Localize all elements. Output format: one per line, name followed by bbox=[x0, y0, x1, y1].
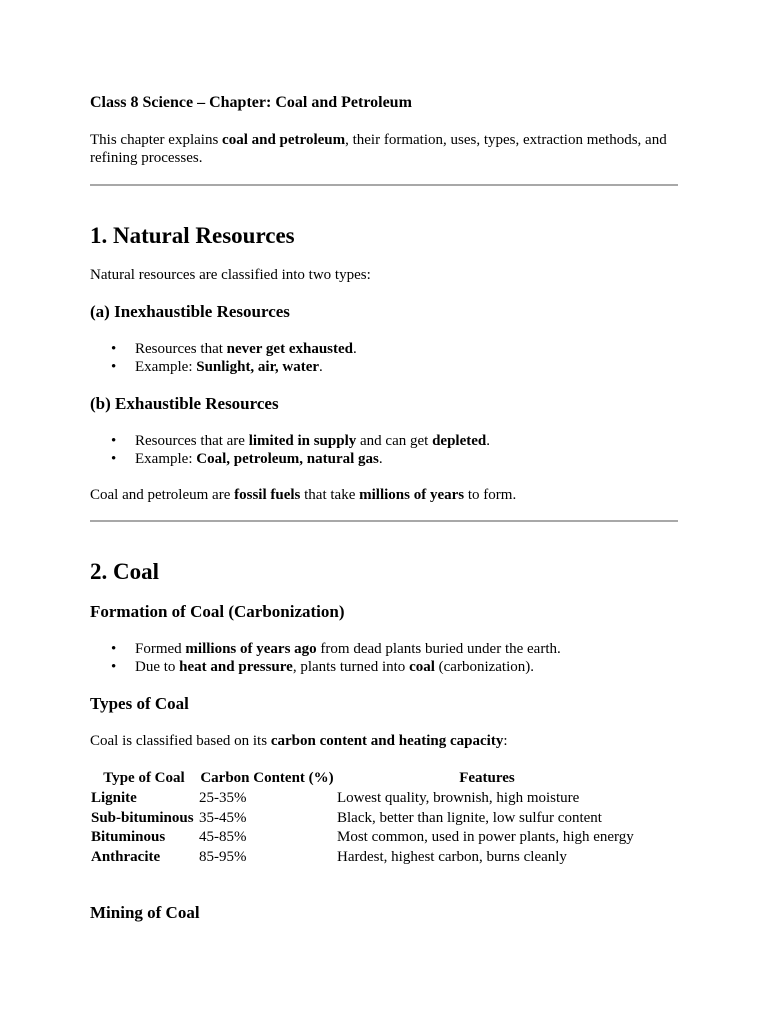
list-item: • Resources that never get exhausted. bbox=[135, 340, 357, 358]
subheading-inexhaustible: (a) Inexhaustible Resources bbox=[90, 302, 290, 321]
table-cell-carbon: 85-95% bbox=[199, 849, 247, 865]
subheading-types-of-coal: Types of Coal bbox=[90, 694, 189, 713]
formation-list bbox=[90, 640, 561, 676]
table-header-type: Type of Coal bbox=[103, 770, 185, 786]
table-cell-type: Lignite bbox=[91, 790, 137, 806]
horizontal-rule bbox=[90, 520, 678, 522]
table-header-features: Features bbox=[459, 770, 515, 786]
list-item: • Due to heat and pressure, plants turned into coal (carbonization). bbox=[135, 658, 561, 676]
list-item: • Example: Coal, petroleum, natural gas. bbox=[135, 450, 490, 468]
horizontal-rule bbox=[90, 184, 678, 186]
table-cell-features: Lowest quality, brownish, high moisture bbox=[337, 790, 580, 806]
intro-paragraph: This chapter explains coal and petroleum, their formation, uses, types, extraction methods, and refining processes. bbox=[90, 132, 667, 166]
exhaustible-list bbox=[90, 432, 490, 468]
list-item: • Example: Sunlight, air, water. bbox=[135, 358, 357, 376]
table-cell-carbon: 35-45% bbox=[199, 810, 247, 826]
table-header-carbon: Carbon Content (%) bbox=[200, 770, 334, 786]
section-heading-coal: 2. Coal bbox=[90, 559, 159, 584]
section-heading-natural-resources: 1. Natural Resources bbox=[90, 223, 295, 248]
list-item: • Formed millions of years ago from dead plants buried under the earth. bbox=[135, 640, 561, 658]
subheading-mining-of-coal: Mining of Coal bbox=[90, 903, 200, 922]
list-item: • Resources that are limited in supply and can get depleted. bbox=[135, 432, 490, 450]
types-lead-paragraph: Coal is classified based on its carbon content and heating capacity: bbox=[90, 733, 508, 749]
table-cell-type: Bituminous bbox=[91, 829, 166, 845]
subheading-formation-of-coal: Formation of Coal (Carbonization) bbox=[90, 602, 345, 621]
subheading-exhaustible: (b) Exhaustible Resources bbox=[90, 394, 279, 413]
inexhaustible-list bbox=[90, 340, 357, 376]
table-cell-type: Sub-bituminous bbox=[91, 810, 194, 826]
table-cell-features: Hardest, highest carbon, burns cleanly bbox=[337, 849, 567, 865]
table-cell-carbon: 25-35% bbox=[199, 790, 247, 806]
table-cell-features: Black, better than lignite, low sulfur content bbox=[337, 810, 602, 826]
table-cell-features: Most common, used in power plants, high energy bbox=[337, 829, 634, 845]
table-cell-carbon: 45-85% bbox=[199, 829, 247, 845]
table-cell-type: Anthracite bbox=[91, 849, 161, 865]
natural-resources-lead: Natural resources are classified into two types: bbox=[90, 267, 371, 283]
fossil-fuels-paragraph: Coal and petroleum are fossil fuels that take millions of years to form. bbox=[90, 487, 517, 503]
document-title: Class 8 Science – Chapter: Coal and Petroleum bbox=[90, 94, 412, 111]
